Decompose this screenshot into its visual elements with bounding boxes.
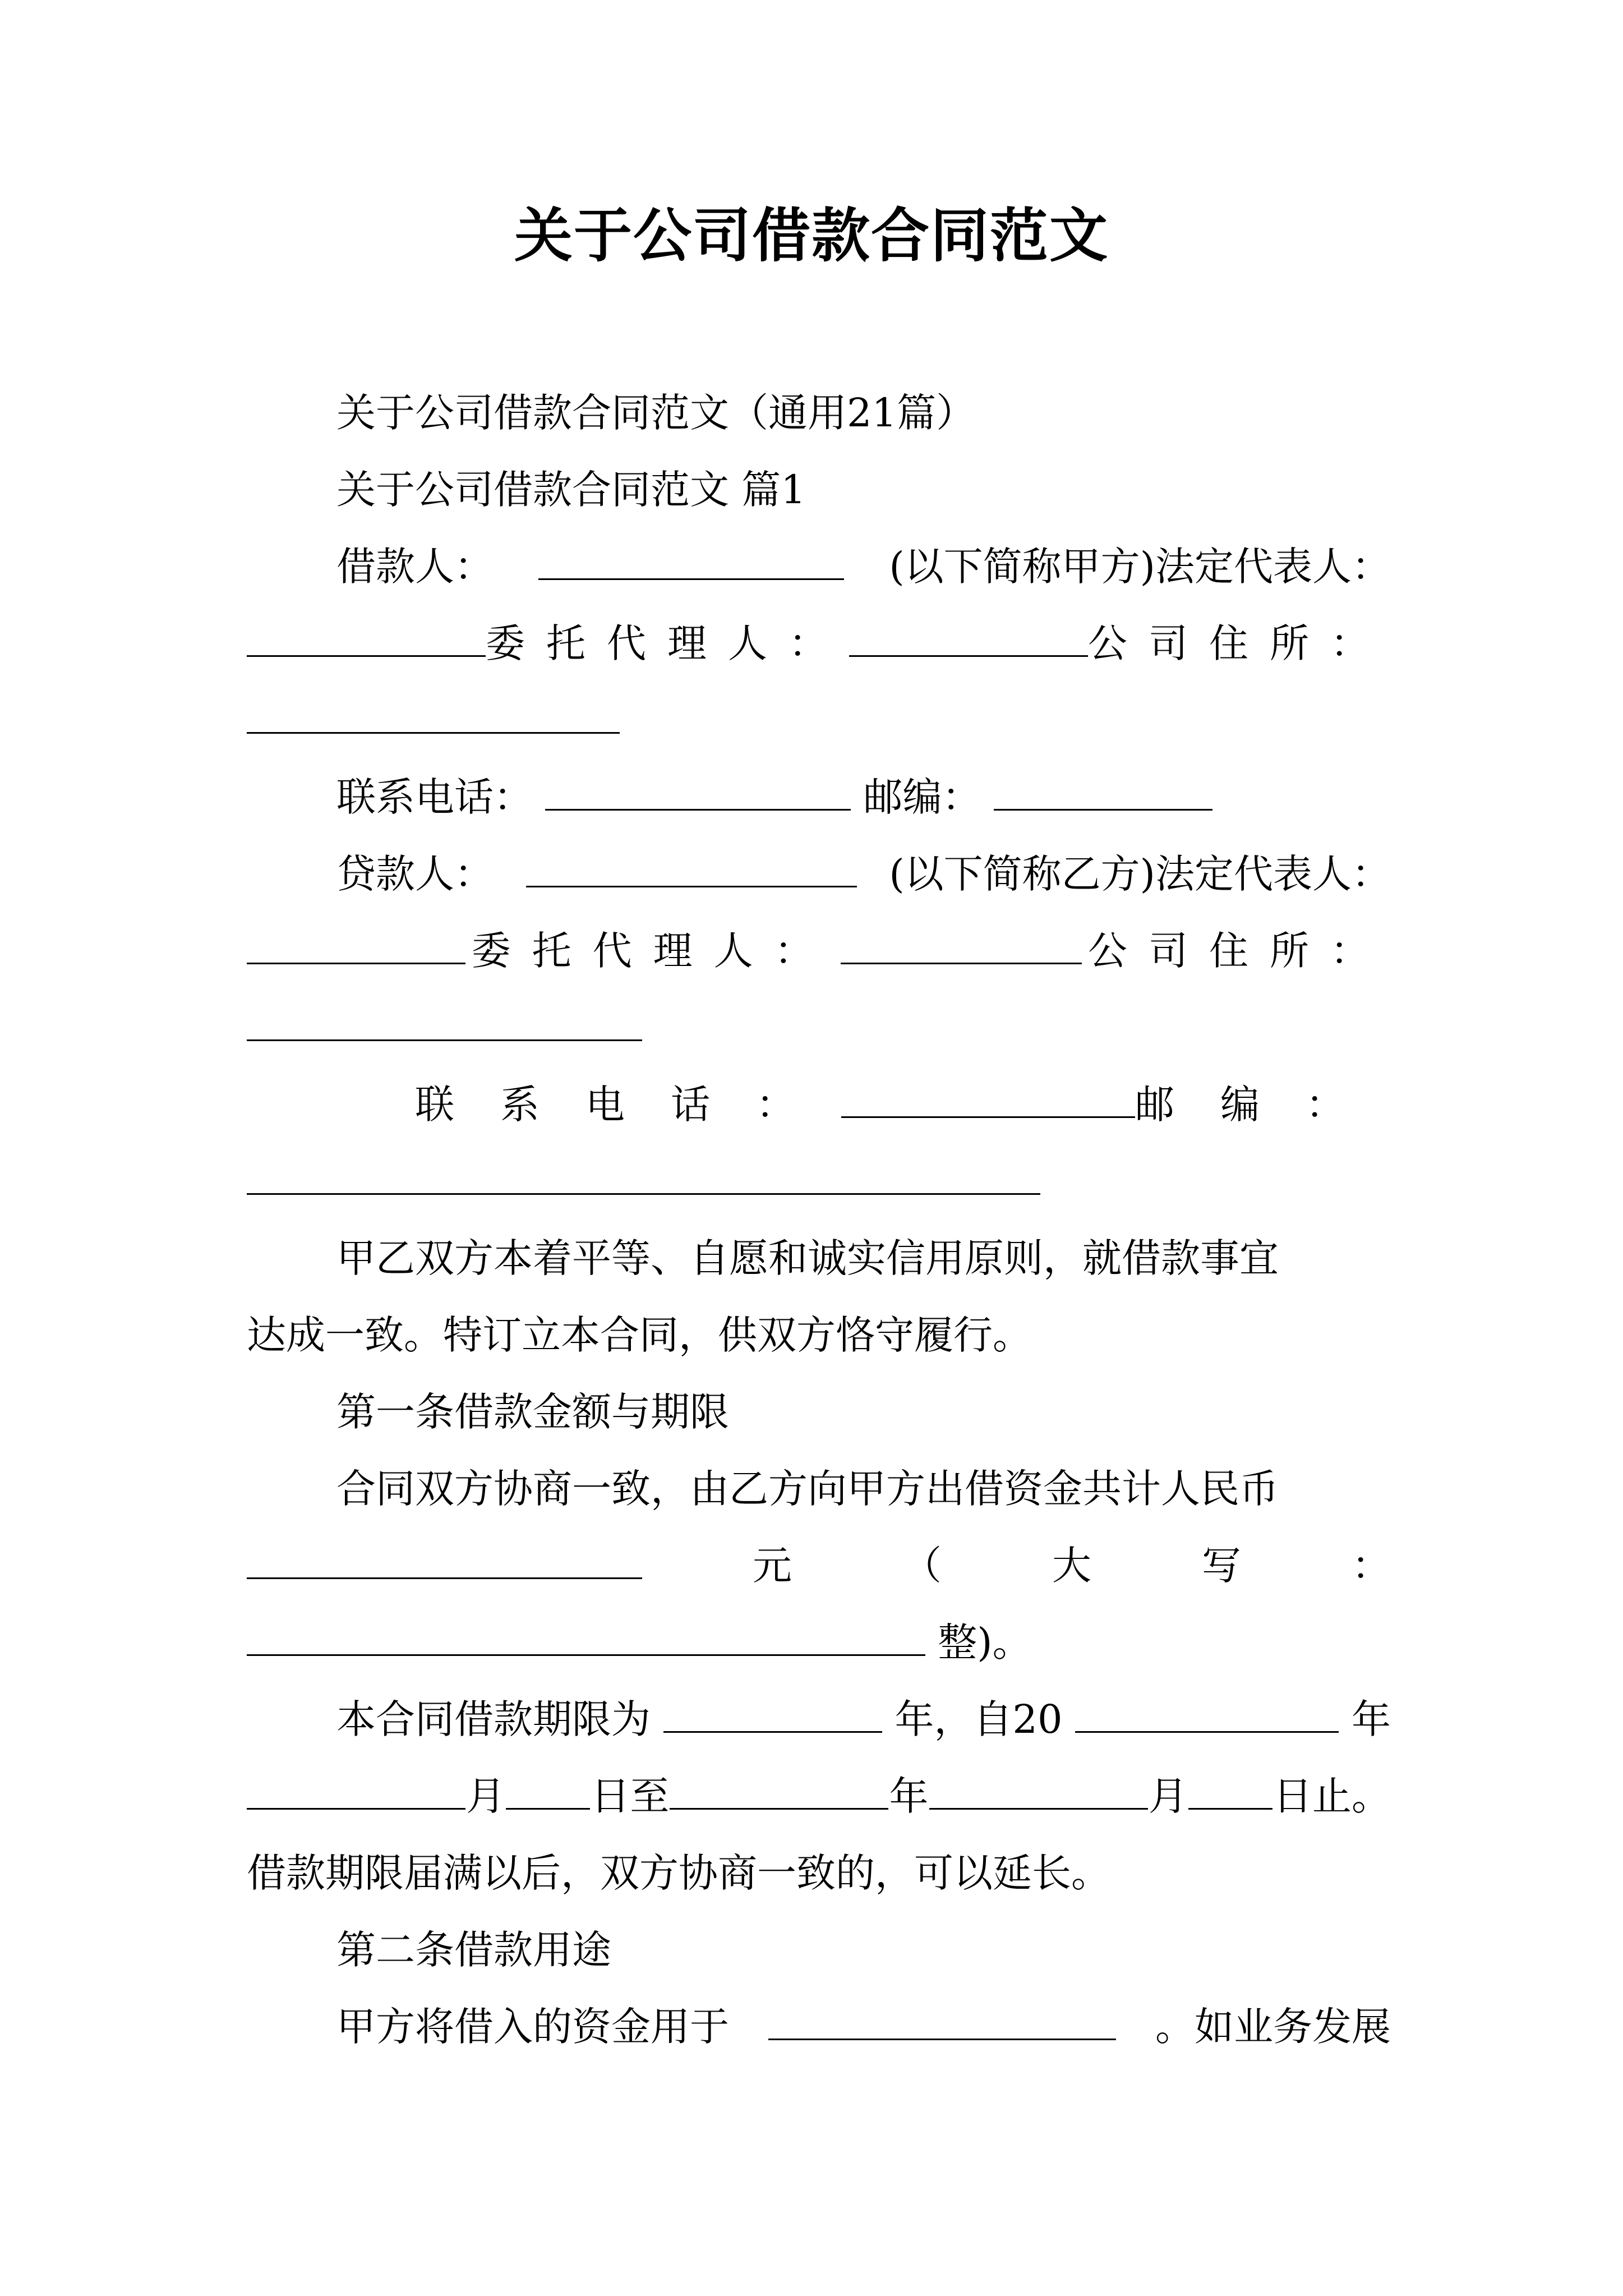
clause1-line-1 [247, 1451, 1391, 1527]
lender-abbr: (以下简称乙方)法定代表人： [889, 851, 1391, 897]
term-line-1 [247, 1681, 1391, 1758]
borrower-blank [538, 544, 844, 580]
agent-blank-b [841, 928, 1082, 964]
borrower-line [247, 528, 1391, 605]
agent-line-b [247, 913, 1391, 990]
borrower-label: 借款人： [336, 544, 494, 590]
representative-blank-a [247, 620, 486, 657]
preamble-text-2: 达成一致。特订立本合同，供双方恪守履行。 [247, 1312, 1032, 1358]
borrower-abbr: (以下简称甲方)法定代表人： [889, 544, 1391, 590]
document-title: 关于公司借款合同范文 [514, 201, 1109, 270]
term-year-b: 年 [1351, 1696, 1391, 1742]
clause1-heading-line [247, 1374, 1391, 1451]
clause1-text-1: 合同双方协商一致，由乙方向甲方出借资金共计人民币 [336, 1466, 1279, 1512]
term-day-a: 日至 [591, 1773, 670, 1819]
preamble-text-1: 甲乙双方本着平等、自愿和诚实信用原则，就借款事宜 [336, 1235, 1279, 1281]
end-month-blank [929, 1773, 1148, 1810]
address-label-b: 公司住所： [1087, 928, 1391, 974]
clause1-colon: ： [1352, 1543, 1391, 1589]
amount-blank [247, 1543, 642, 1579]
address-blank-b [247, 1005, 642, 1041]
document-body [247, 375, 1391, 2065]
clause1-heading: 第一条借款金额与期限 [336, 1389, 729, 1435]
address-blank-line-b [247, 990, 1391, 1066]
clause2-text-1: 甲方将借入的资金用于 [336, 2004, 729, 2050]
start-year-blank [1075, 1696, 1339, 1733]
postcode-blank-b [247, 1158, 1040, 1195]
subtitle-line [247, 375, 1391, 452]
subtitle-text: 关于公司借款合同范文（通用21篇） [336, 390, 976, 436]
agent-blank-a [849, 620, 1088, 657]
lender-line [247, 836, 1391, 913]
end-day-blank [1188, 1773, 1272, 1810]
phone-label-b: 联系电话： [415, 1082, 841, 1128]
clause1-zheng: 整)。 [938, 1619, 1032, 1665]
clause1-paren-open: （ [902, 1543, 942, 1589]
postcode-label-b: 邮编： [1135, 1082, 1391, 1128]
clause1-da: 大 [1052, 1543, 1091, 1589]
postcode-blank-line-b [247, 1143, 1391, 1220]
term-month-b: 月 [1148, 1773, 1188, 1819]
clause2-heading: 第二条借款用途 [336, 1927, 611, 1973]
article-heading-line [247, 452, 1391, 528]
term-line-2 [247, 1758, 1391, 1835]
term-year-c: 年 [889, 1773, 929, 1819]
term-text-1: 本合同借款期限为 [336, 1696, 651, 1742]
phone-blank-a [545, 774, 851, 811]
term-years-blank [663, 1696, 882, 1733]
article-heading: 关于公司借款合同范文 篇1 [336, 467, 806, 513]
preamble-line-1 [247, 1220, 1391, 1297]
end-year-blank [670, 1773, 888, 1810]
start-month-blank [247, 1773, 465, 1810]
agent-label-a: 委托代理人： [486, 620, 849, 666]
preamble-line-2 [247, 1297, 1391, 1374]
phone-line-a [247, 759, 1391, 836]
postcode-blank-a [994, 774, 1212, 811]
clause2-line-1 [247, 1989, 1391, 2065]
term-text-3: 借款期限届满以后，双方协商一致的，可以延长。 [247, 1850, 1110, 1896]
term-year-a: 年，自20 [895, 1696, 1063, 1742]
term-month-a: 月 [466, 1773, 506, 1819]
phone-blank-b [841, 1082, 1135, 1118]
agent-line-a [247, 605, 1391, 682]
agent-label-b: 委托代理人： [471, 928, 835, 974]
clause2-text-2: 。如业务发展 [1155, 2004, 1391, 2050]
clause1-yuan: 元 [753, 1543, 792, 1589]
clause1-line-3 [247, 1604, 1391, 1681]
term-day-end: 日止。 [1272, 1773, 1391, 1819]
clause1-line-2 [247, 1527, 1391, 1604]
term-line-3 [247, 1835, 1391, 1912]
amount-words-blank [247, 1619, 925, 1656]
clause2-heading-line [247, 1912, 1391, 1989]
phone-label-a: 联系电话： [336, 774, 533, 820]
representative-blank-b [247, 928, 465, 964]
lender-label: 贷款人： [336, 851, 494, 897]
address-label-a: 公司住所： [1088, 620, 1391, 666]
start-day-blank [506, 1773, 590, 1810]
postcode-label-a: 邮编： [863, 774, 981, 820]
address-blank-line-a [247, 682, 1391, 759]
clause1-xie: 写 [1202, 1543, 1241, 1589]
address-blank-a [247, 697, 620, 734]
phone-line-b [247, 1066, 1391, 1143]
lender-blank [526, 851, 857, 887]
purpose-blank [768, 2004, 1116, 2040]
